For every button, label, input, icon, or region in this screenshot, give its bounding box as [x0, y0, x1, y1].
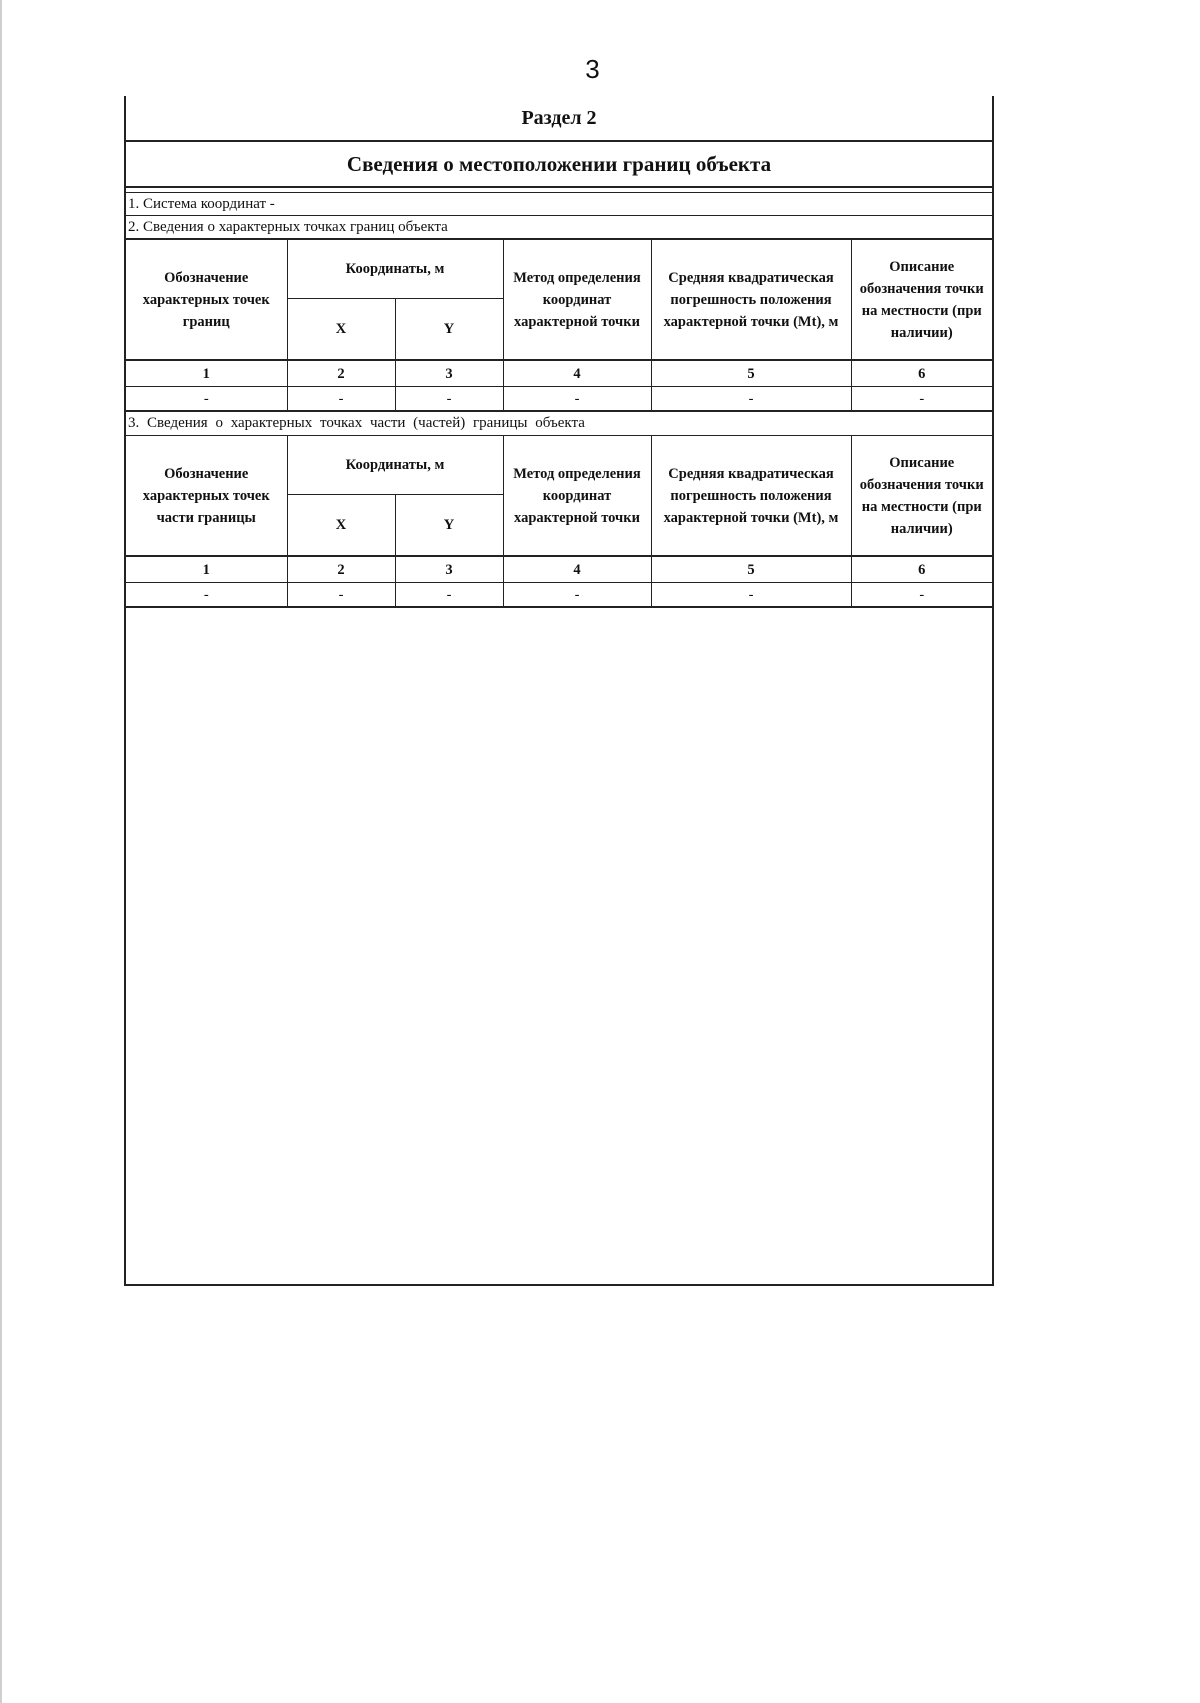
column-number: 2 [287, 360, 395, 387]
table-header-row [126, 436, 992, 495]
column-number: 2 [287, 556, 395, 583]
header-description: Описание обозначения точки на местности (при наличии) [851, 436, 992, 556]
header-description: Описание обозначения точки на местности (при наличии) [851, 240, 992, 360]
header-accuracy: Средняя квадратическая погрешность положения характерной точки (Mt), м [651, 436, 851, 556]
section-subtitle: Сведения о местоположении границ объекта [126, 142, 992, 188]
table-cell: - [287, 387, 395, 411]
column-number: 4 [503, 556, 651, 583]
table-cell: - [395, 583, 503, 608]
table-header-row [126, 240, 992, 299]
header-x: X [287, 299, 395, 361]
header-point-designation: Обозначение характерных точек части границы [126, 436, 287, 556]
table-cell: - [851, 583, 992, 608]
header-method: Метод определения координат характерной точки [503, 436, 651, 556]
column-number: 3 [395, 360, 503, 387]
column-number: 6 [851, 556, 992, 583]
part-boundary-points-heading: 3. Сведения о характерных точках части (частей) границы объекта [126, 411, 992, 436]
table-row [126, 556, 992, 583]
table-row [126, 360, 992, 387]
table-cell: - [651, 583, 851, 608]
header-y: Y [395, 495, 503, 557]
table-cell: - [651, 387, 851, 411]
coordinate-system-line: 1. Система координат - [126, 193, 992, 216]
part-boundary-points-table [126, 436, 992, 608]
table-cell: - [503, 583, 651, 608]
boundary-points-table [126, 240, 992, 411]
table-cell: - [126, 583, 287, 608]
table-cell: - [287, 583, 395, 608]
column-number: 3 [395, 556, 503, 583]
header-accuracy: Средняя квадратическая погрешность положения характерной точки (Mt), м [651, 240, 851, 360]
table-cell: - [395, 387, 503, 411]
column-number: 1 [126, 556, 287, 583]
table-cell: - [503, 387, 651, 411]
table-row [126, 583, 992, 608]
header-x: X [287, 495, 395, 557]
header-method: Метод определения координат характерной точки [503, 240, 651, 360]
section-frame [124, 96, 994, 1286]
column-number: 1 [126, 360, 287, 387]
header-coordinates: Координаты, м [287, 436, 503, 495]
header-point-designation: Обозначение характерных точек границ [126, 240, 287, 360]
column-number: 5 [651, 556, 851, 583]
header-y: Y [395, 299, 503, 361]
table-cell: - [126, 387, 287, 411]
table-cell: - [851, 387, 992, 411]
page-number: 3 [585, 54, 600, 84]
column-number: 6 [851, 360, 992, 387]
table-row [126, 387, 992, 411]
section-title: Раздел 2 [126, 96, 992, 142]
scan-edge [0, 0, 2, 1703]
column-number: 4 [503, 360, 651, 387]
boundary-points-heading: 2. Сведения о характерных точках границ объекта [126, 216, 992, 240]
column-number: 5 [651, 360, 851, 387]
header-coordinates: Координаты, м [287, 240, 503, 299]
